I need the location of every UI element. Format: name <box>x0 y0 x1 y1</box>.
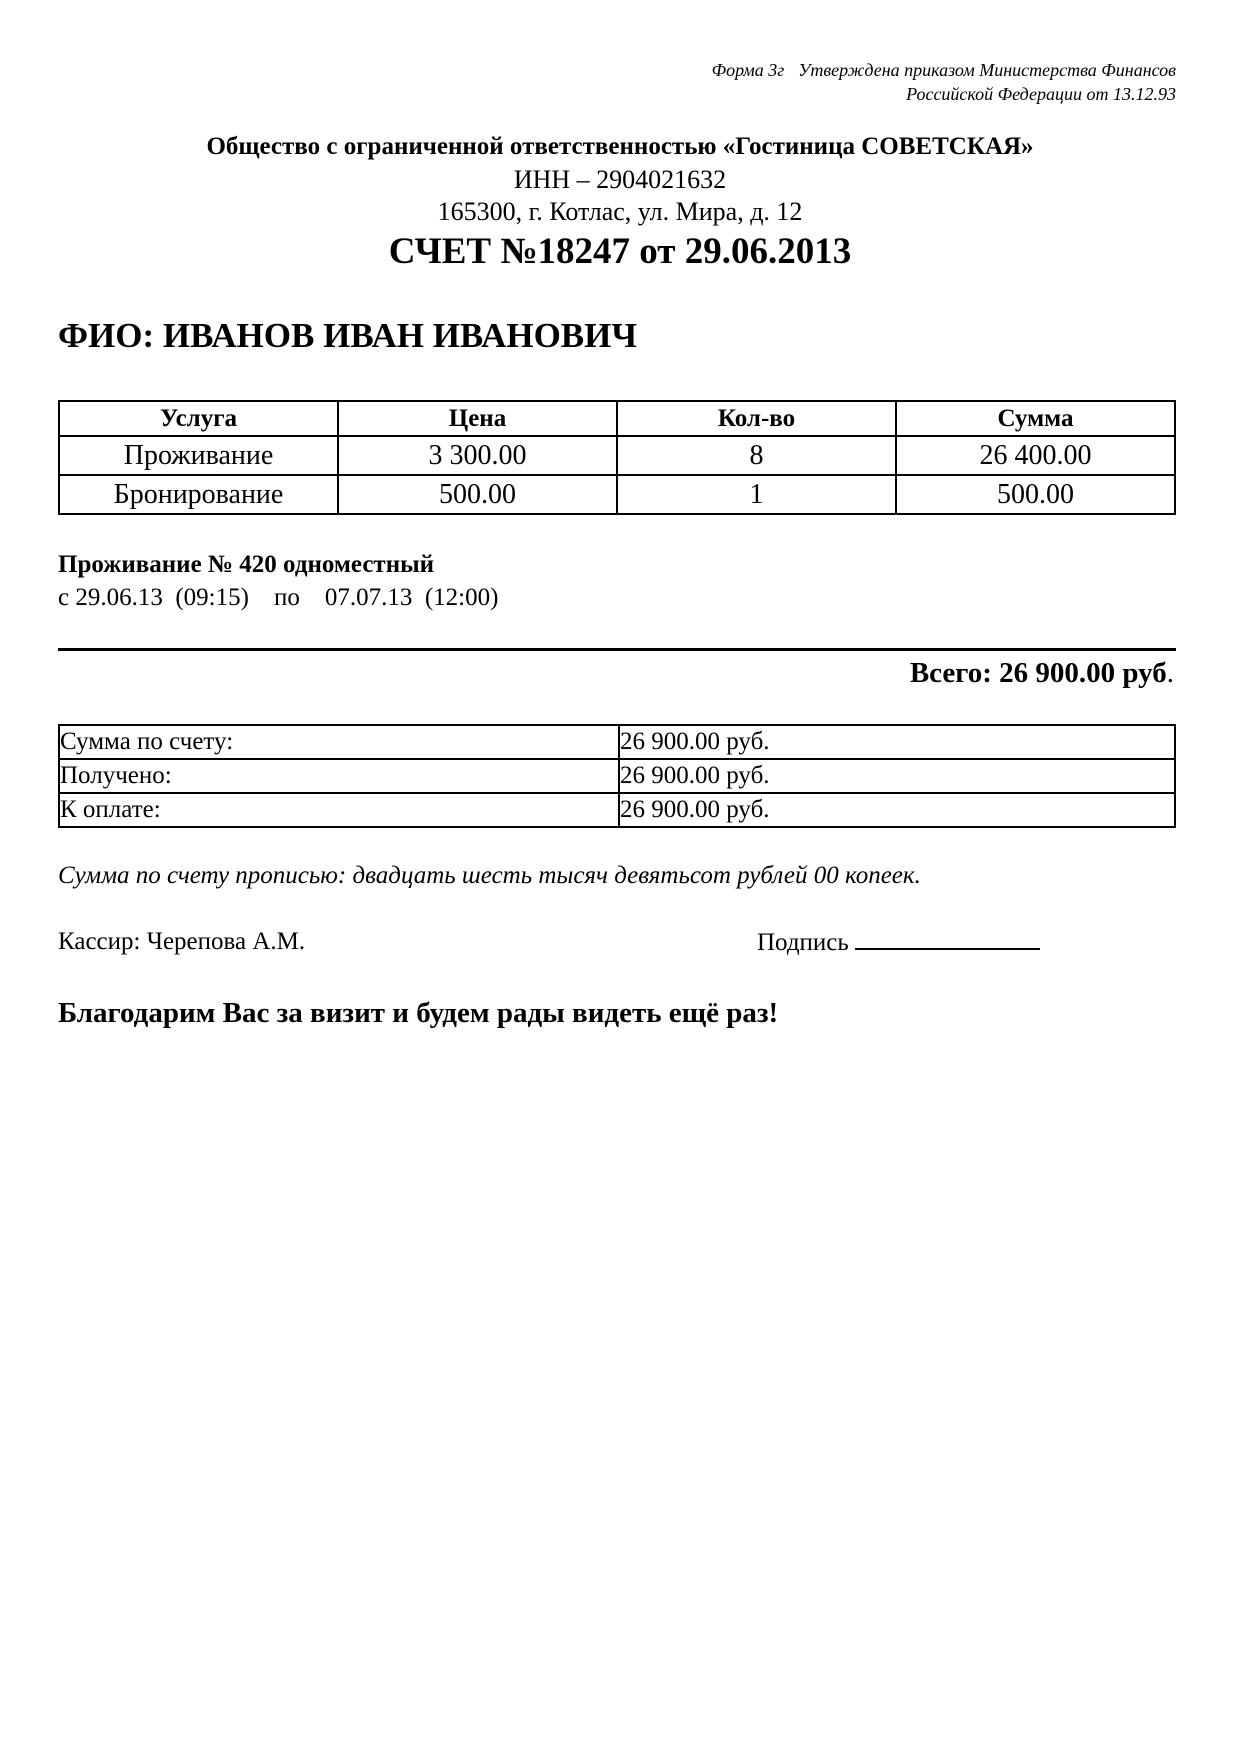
signature-field <box>757 928 1040 957</box>
table-cell: 1 <box>617 475 896 514</box>
invoice-total <box>910 657 1174 690</box>
room-description: Проживание № 420 одноместный <box>58 551 435 578</box>
summary-value: 26 900.00 руб. <box>619 759 1175 793</box>
table-row <box>59 793 1175 827</box>
table-cell: 500.00 <box>338 475 617 514</box>
cashier-name: Кассир: Черепова А.М. <box>58 928 306 955</box>
summary-label: Получено: <box>59 759 619 793</box>
table-cell: 8 <box>617 436 896 475</box>
column-header: Сумма <box>896 401 1175 436</box>
divider <box>58 648 1176 651</box>
services-table <box>58 400 1176 515</box>
table-cell: Проживание <box>59 436 338 475</box>
form-number: Форма 3г <box>711 60 785 80</box>
form-note-line2: Российской Федерации от 13.12.93 <box>906 84 1176 104</box>
table-row <box>59 475 1175 514</box>
total-amount: Всего: 26 900.00 руб <box>909 657 1167 689</box>
total-dot: . <box>1166 657 1174 689</box>
table-row <box>59 725 1175 759</box>
summary-label: К оплате: <box>59 793 619 827</box>
table-cell: Бронирование <box>59 475 338 514</box>
organization-address: 165300, г. Котлас, ул. Мира, д. 12 <box>437 197 803 226</box>
signature-line <box>855 928 1040 950</box>
thanks-message: Благодарим Вас за визит и будем рады видеть ещё раз! <box>58 997 779 1029</box>
form-note-line1 <box>476 58 1176 82</box>
guest-name: ФИО: ИВАНОВ ИВАН ИВАНОВИЧ <box>58 316 638 355</box>
column-header: Услуга <box>59 401 338 436</box>
payment-summary-table <box>58 724 1176 828</box>
amount-in-words: Сумма по счету прописью: двадцать шесть тысяч девятьсот рублей 00 копеек. <box>58 862 921 889</box>
column-header: Кол-во <box>617 401 896 436</box>
table-cell: 26 400.00 <box>896 436 1175 475</box>
table-header-row <box>59 401 1175 436</box>
table-cell: 500.00 <box>896 475 1175 514</box>
column-header: Цена <box>338 401 617 436</box>
table-cell: 3 300.00 <box>338 436 617 475</box>
signature-label: Подпись <box>757 929 849 956</box>
table-row <box>59 436 1175 475</box>
organization-name: Общество с ограниченной ответственностью «Гостиница СОВЕТСКАЯ» <box>206 133 1034 160</box>
invoice-title: СЧЕТ №18247 от 29.06.2013 <box>388 231 852 272</box>
form-approval-note <box>476 58 1176 106</box>
approval-text: Утверждена приказом Министерства Финансов <box>798 60 1176 80</box>
summary-value: 26 900.00 руб. <box>619 725 1175 759</box>
summary-label: Сумма по счету: <box>59 725 619 759</box>
table-row <box>59 759 1175 793</box>
stay-dates: с 29.06.13 (09:15) по 07.07.13 (12:00) <box>58 584 499 611</box>
organization-inn: ИНН – 2904021632 <box>513 165 727 194</box>
summary-value: 26 900.00 руб. <box>619 793 1175 827</box>
